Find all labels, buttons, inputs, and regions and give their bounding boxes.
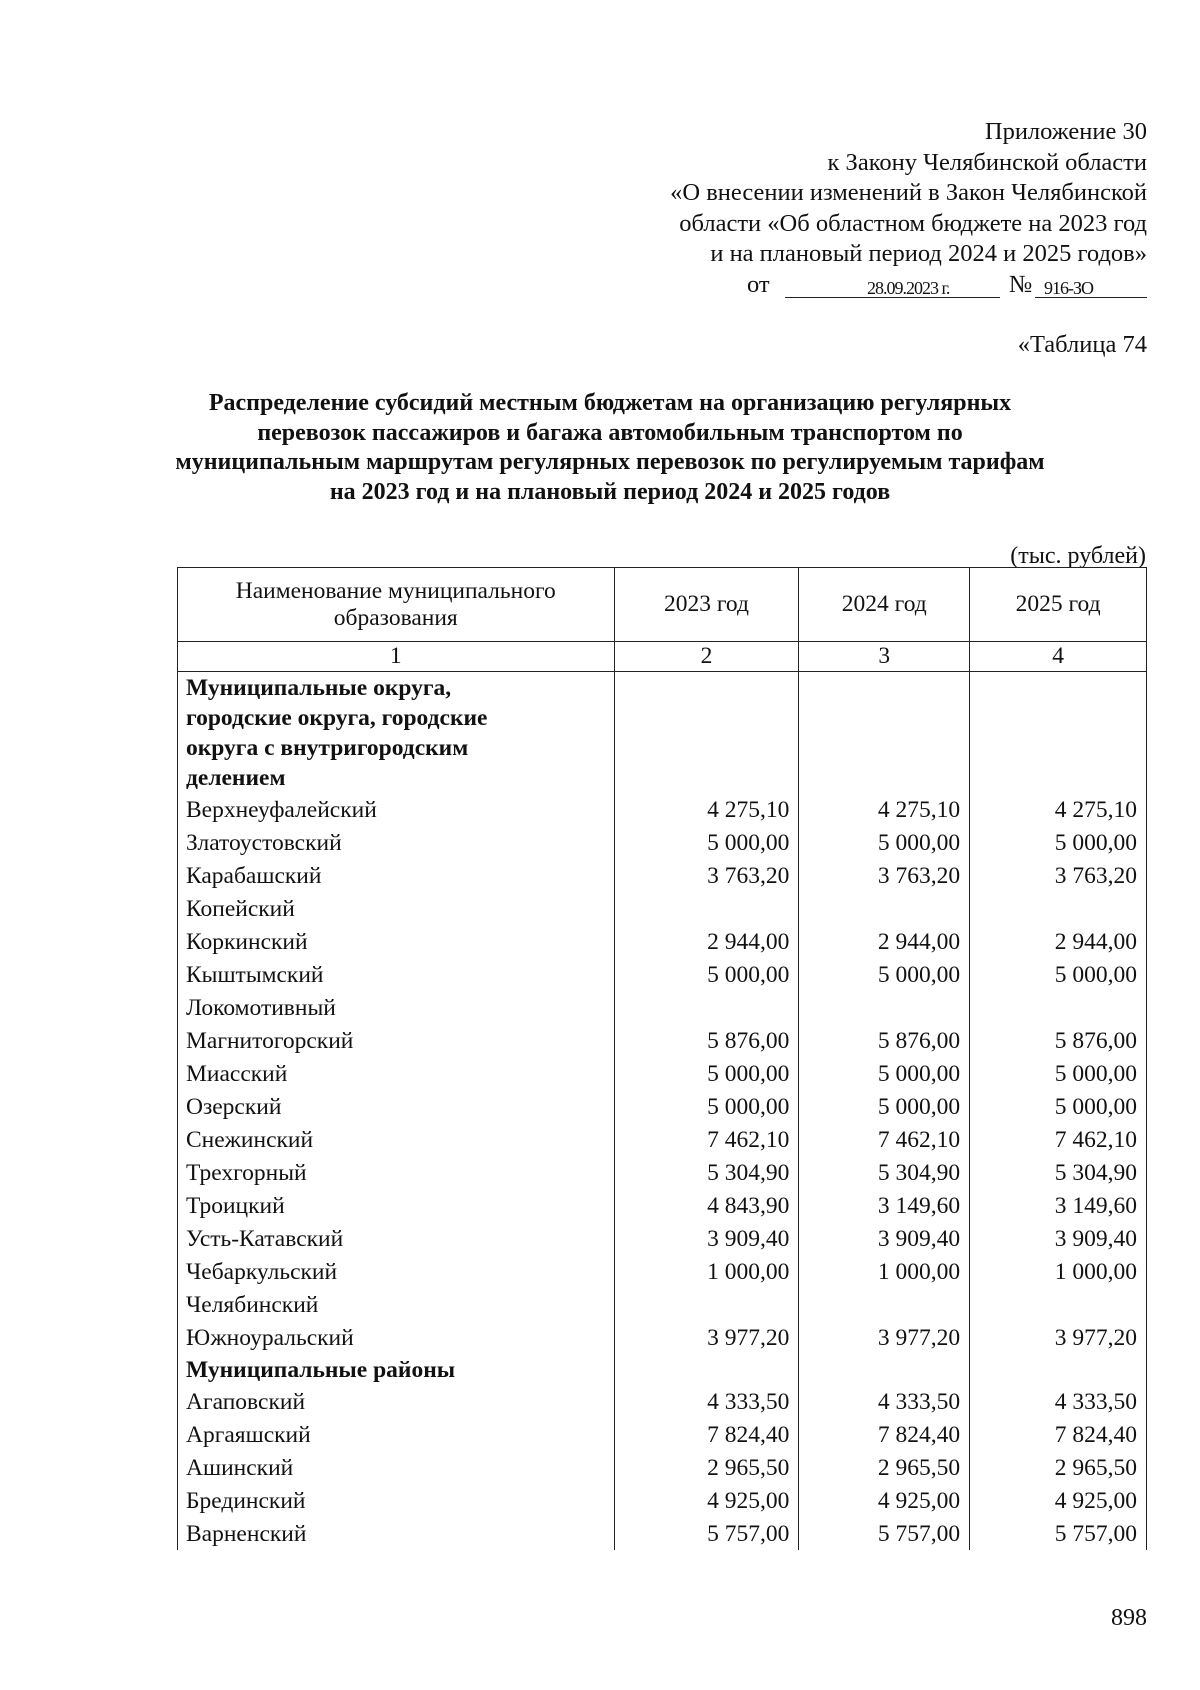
value-2024: 3 149,60: [799, 1189, 970, 1222]
column-header-name: Наименование муниципального образования: [178, 568, 615, 642]
column-number: 1: [178, 642, 615, 672]
table-body: [178, 672, 1147, 1551]
value-2025: 5 304,90: [970, 1156, 1147, 1189]
table-row: [178, 1517, 1147, 1550]
value-2024: 7 824,40: [799, 1418, 970, 1451]
group-title-line: округа с внутригородским: [186, 735, 469, 761]
value-2025: 3 977,20: [970, 1321, 1147, 1354]
group-empty-cell: [799, 1354, 970, 1385]
municipality-name: Карабашский: [178, 859, 615, 892]
value-2023: 4 843,90: [614, 1189, 799, 1222]
value-2023: 1 000,00: [614, 1255, 799, 1288]
table-row: [178, 1484, 1147, 1517]
value-2024: [799, 991, 970, 1024]
table-row: [178, 991, 1147, 1024]
appendix-line: области «Об областном бюджете на 2023 год: [679, 209, 1147, 237]
municipality-name: Челябинский: [178, 1288, 615, 1321]
municipality-name: Чебаркульский: [178, 1255, 615, 1288]
value-2025: 3 763,20: [970, 859, 1147, 892]
date-number-line: [587, 270, 1147, 300]
group-title-line: Муниципальные районы: [186, 1357, 456, 1383]
value-2025: 5 876,00: [970, 1024, 1147, 1057]
municipality-name: Аргаяшский: [178, 1418, 615, 1451]
value-2024: 1 000,00: [799, 1255, 970, 1288]
municipality-name: Ашинский: [178, 1451, 615, 1484]
value-2023: 2 944,00: [614, 925, 799, 958]
appendix-header: [587, 117, 1147, 300]
title-line: на 2023 год и на плановый период 2024 и 2025 годов: [329, 478, 891, 505]
subsidy-table: [177, 567, 1147, 1550]
value-2023: 5 304,90: [614, 1156, 799, 1189]
value-2025: 7 462,10: [970, 1123, 1147, 1156]
group-title: [178, 1354, 615, 1385]
appendix-line: и на плановый период 2024 и 2025 годов»: [710, 240, 1147, 267]
group-empty-cell: [970, 1354, 1147, 1385]
value-2023: 7 462,10: [614, 1123, 799, 1156]
value-2023: 7 824,40: [614, 1418, 799, 1451]
number-label: №: [1009, 270, 1033, 298]
municipality-name: Копейский: [178, 892, 615, 925]
table-row: [178, 1123, 1147, 1156]
table-row: [178, 925, 1147, 958]
value-2024: [799, 1288, 970, 1321]
date-value: 28.09.2023 г.: [867, 277, 950, 298]
document-title: [160, 389, 1060, 507]
municipality-name: Троицкий: [178, 1189, 615, 1222]
value-2024: 5 000,00: [799, 958, 970, 991]
group-empty-cell: [970, 672, 1147, 794]
table-row: [178, 1090, 1147, 1123]
title-line: перевозок пассажиров и багажа автомобильным транспортом по: [257, 419, 963, 446]
table-row: [178, 1222, 1147, 1255]
value-2025: 3 149,60: [970, 1189, 1147, 1222]
group-header-row: [178, 672, 1147, 794]
appendix-line: «О внесении изменений в Закон Челябинской: [670, 179, 1147, 206]
value-2024: 5 000,00: [799, 1090, 970, 1123]
column-header-2024: 2024 год: [799, 568, 970, 642]
table-number-label: «Таблица 74: [1017, 331, 1147, 358]
table-header-row: [178, 568, 1147, 642]
value-2025: 4 925,00: [970, 1484, 1147, 1517]
value-2024: 3 763,20: [799, 859, 970, 892]
table-row: [178, 1255, 1147, 1288]
value-2025: 3 909,40: [970, 1222, 1147, 1255]
value-2023: 5 876,00: [614, 1024, 799, 1057]
value-2025: 5 000,00: [970, 826, 1147, 859]
value-2024: 5 000,00: [799, 1057, 970, 1090]
municipality-name: Миасский: [178, 1057, 615, 1090]
value-2024: 5 876,00: [799, 1024, 970, 1057]
value-2024: 4 925,00: [799, 1484, 970, 1517]
group-header-row: [178, 1354, 1147, 1385]
value-2023: 4 275,10: [614, 793, 799, 826]
municipality-name: Брединский: [178, 1484, 615, 1517]
municipality-name: Магнитогорский: [178, 1024, 615, 1057]
municipality-name: Коркинский: [178, 925, 615, 958]
value-2025: 4 333,50: [970, 1385, 1147, 1418]
value-2025: 1 000,00: [970, 1255, 1147, 1288]
table-row: [178, 1288, 1147, 1321]
table-row: [178, 1024, 1147, 1057]
group-empty-cell: [614, 1354, 799, 1385]
value-2023: 5 000,00: [614, 826, 799, 859]
value-2025: 5 000,00: [970, 958, 1147, 991]
municipality-name: Озерский: [178, 1090, 615, 1123]
value-2024: 3 909,40: [799, 1222, 970, 1255]
column-number: 3: [799, 642, 970, 672]
value-2023: [614, 991, 799, 1024]
table-row: [178, 1451, 1147, 1484]
table-row: [178, 958, 1147, 991]
table-row: [178, 1385, 1147, 1418]
column-header-2023: 2023 год: [614, 568, 799, 642]
column-header-2025: 2025 год: [970, 568, 1147, 642]
title-line: муниципальным маршрутам регулярных перевозок по регулируемым тарифам: [175, 449, 1045, 475]
municipality-name: Златоустовский: [178, 826, 615, 859]
value-2024: [799, 892, 970, 925]
table-row: [178, 1057, 1147, 1090]
value-2024: 4 275,10: [799, 793, 970, 826]
value-2024: 5 757,00: [799, 1517, 970, 1550]
municipality-name: Трехгорный: [178, 1156, 615, 1189]
page-number: 898: [1111, 1605, 1147, 1631]
municipality-name: Усть-Катавский: [178, 1222, 615, 1255]
value-2023: 3 909,40: [614, 1222, 799, 1255]
value-2025: 7 824,40: [970, 1418, 1147, 1451]
table-row: [178, 859, 1147, 892]
group-empty-cell: [799, 672, 970, 794]
date-label: от: [747, 270, 770, 298]
value-2024: 2 965,50: [799, 1451, 970, 1484]
value-2023: 4 925,00: [614, 1484, 799, 1517]
municipality-name: Локомотивный: [178, 991, 615, 1024]
table-row: [178, 1189, 1147, 1222]
value-2025: 4 275,10: [970, 793, 1147, 826]
value-2025: 5 000,00: [970, 1057, 1147, 1090]
value-2023: 2 965,50: [614, 1451, 799, 1484]
value-2024: 2 944,00: [799, 925, 970, 958]
value-2023: 5 000,00: [614, 958, 799, 991]
value-2023: [614, 1288, 799, 1321]
value-2024: 5 304,90: [799, 1156, 970, 1189]
appendix-line: к Закону Челябинской области: [827, 148, 1147, 176]
value-2023: 5 000,00: [614, 1090, 799, 1123]
value-2025: 5 757,00: [970, 1517, 1147, 1550]
value-2023: 3 977,20: [614, 1321, 799, 1354]
column-number-row: [178, 642, 1147, 672]
group-title: [178, 672, 615, 794]
value-2023: 3 763,20: [614, 859, 799, 892]
municipality-name: Южноуральский: [178, 1321, 615, 1354]
value-2023: 4 333,50: [614, 1385, 799, 1418]
value-2025: [970, 991, 1147, 1024]
value-2025: 2 944,00: [970, 925, 1147, 958]
value-2024: 5 000,00: [799, 826, 970, 859]
table-row: [178, 793, 1147, 826]
table-row: [178, 1418, 1147, 1451]
number-value: 916-ЗО: [1044, 277, 1094, 298]
municipality-name: Верхнеуфалейский: [178, 793, 615, 826]
municipality-name: Варненский: [178, 1517, 615, 1550]
value-2023: [614, 892, 799, 925]
group-title-line: городские округа, городские: [186, 705, 488, 731]
value-2025: 5 000,00: [970, 1090, 1147, 1123]
value-2024: 4 333,50: [799, 1385, 970, 1418]
appendix-line: Приложение 30: [984, 118, 1147, 145]
table-row: [178, 826, 1147, 859]
municipality-name: Снежинский: [178, 1123, 615, 1156]
table-row: [178, 1321, 1147, 1354]
table-row: [178, 1156, 1147, 1189]
group-title-line: Муниципальные округа,: [186, 675, 452, 701]
column-number: 4: [970, 642, 1147, 672]
units-label: (тыс. рублей): [1010, 543, 1146, 569]
value-2024: 3 977,20: [799, 1321, 970, 1354]
value-2025: 2 965,50: [970, 1451, 1147, 1484]
municipality-name: Агаповский: [178, 1385, 615, 1418]
column-number: 2: [614, 642, 799, 672]
value-2025: [970, 1288, 1147, 1321]
value-2023: 5 757,00: [614, 1517, 799, 1550]
value-2025: [970, 892, 1147, 925]
group-empty-cell: [614, 672, 799, 794]
group-title-line: делением: [186, 765, 286, 791]
value-2023: 5 000,00: [614, 1057, 799, 1090]
title-line: Распределение субсидий местным бюджетам на организацию регулярных: [208, 390, 1012, 416]
table-row: [178, 892, 1147, 925]
municipality-name: Кыштымский: [178, 958, 615, 991]
value-2024: 7 462,10: [799, 1123, 970, 1156]
